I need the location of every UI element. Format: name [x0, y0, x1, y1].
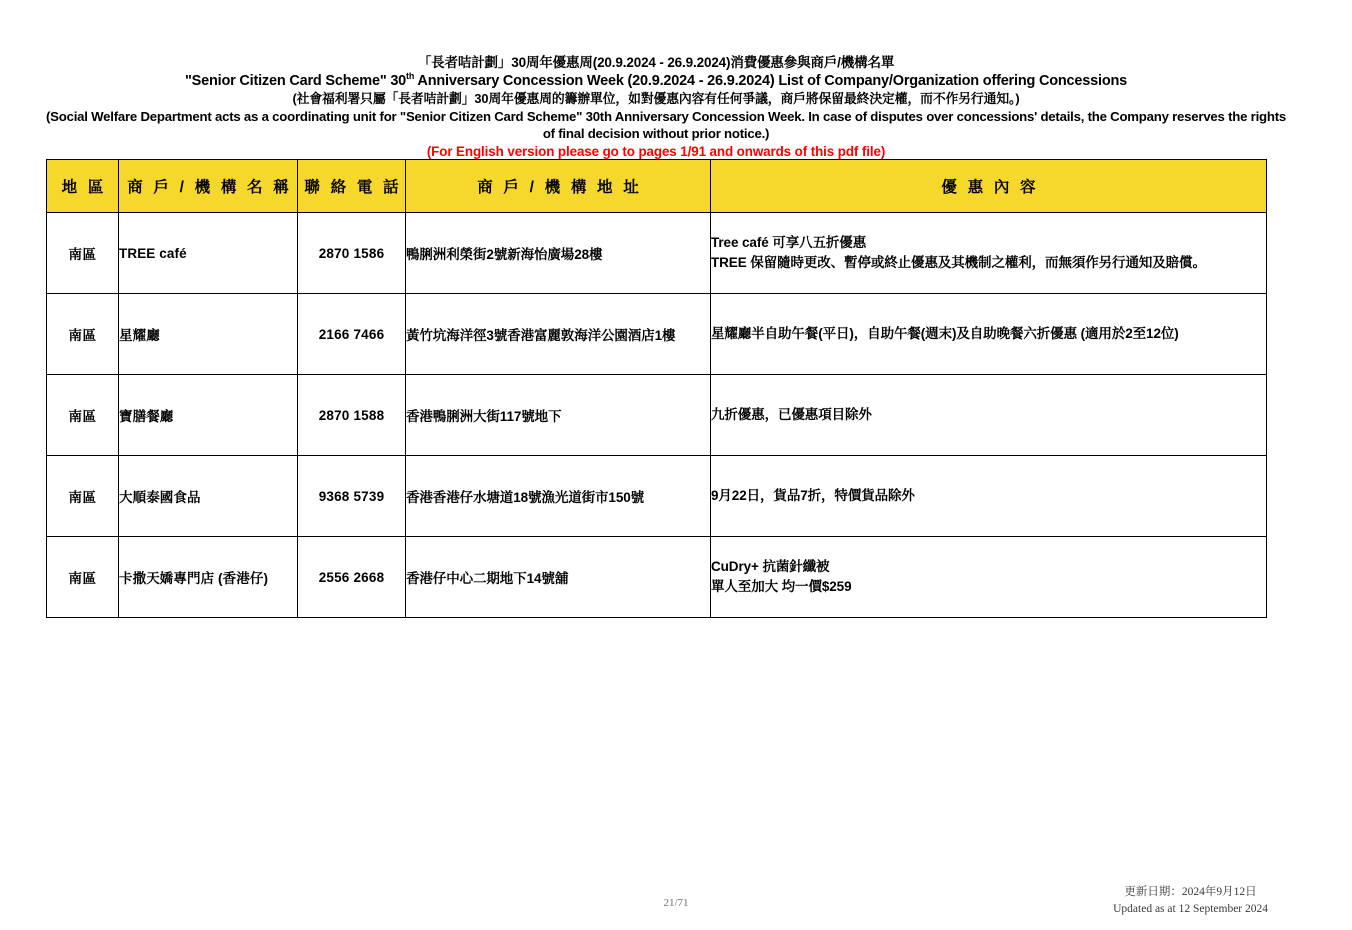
table-row — [47, 375, 1267, 456]
merchant-list-table — [46, 159, 1267, 618]
updated-date-block — [1113, 884, 1268, 919]
cell-district: 南區 — [47, 537, 119, 618]
table-row — [47, 456, 1267, 537]
cell-phone: 2870 1588 — [298, 375, 406, 456]
cell-address: 黃竹坑海洋徑3號香港富麗敦海洋公園酒店1樓 — [406, 294, 711, 375]
offer-line: CuDry+ 抗菌針纖被 — [711, 559, 830, 575]
offer-line: 星耀廳半自助午餐(平日)，自助午餐(週末)及自助晚餐六折優惠 (適用於2至12位) — [711, 326, 1179, 342]
cell-merchant-name: 大順泰國食品 — [119, 456, 298, 537]
cell-offer — [711, 456, 1267, 537]
cell-district: 南區 — [47, 375, 119, 456]
header-english-note-line2: of final decision without prior notice.) — [542, 126, 770, 142]
column-header-name-label: 商 戶 / 機 構 名 稱 — [127, 179, 292, 196]
table-row — [47, 537, 1267, 618]
column-header-phone — [298, 160, 406, 213]
column-header-district — [47, 160, 119, 213]
cell-phone: 2870 1586 — [298, 213, 406, 294]
cell-offer — [711, 375, 1267, 456]
column-header-address-label: 商 戶 / 機 構 地 址 — [477, 179, 642, 196]
cell-address: 香港鴨脷洲大街117號地下 — [406, 375, 711, 456]
offer-line: TREE 保留隨時更改、暫停或終止優惠及其機制之權利，而無須作另行通知及賠償。 — [711, 255, 1206, 270]
cell-phone: 2556 2668 — [298, 537, 406, 618]
cell-district: 南區 — [47, 294, 119, 375]
cell-merchant-name: TREE café — [119, 213, 298, 294]
offer-line: 單人至加大 均一價$259 — [711, 579, 852, 594]
column-header-address — [406, 160, 711, 213]
cell-address: 鴨脷洲利榮街2號新海怡廣場28樓 — [406, 213, 711, 294]
cell-district: 南區 — [47, 456, 119, 537]
cell-address: 香港仔中心二期地下14號舖 — [406, 537, 711, 618]
cell-phone: 9368 5739 — [298, 456, 406, 537]
merchant-list-table-wrapper — [46, 159, 1266, 618]
header-english-title-post: Anniversary Concession Week (20.9.2024 - 26.9.2024) List of Company/Organization offering Concessions — [414, 72, 1128, 89]
cell-phone: 2166 7466 — [298, 294, 406, 375]
cell-merchant-name: 卡撒天嬌專門店 (香港仔) — [119, 537, 298, 618]
header-ordinal-suffix: th — [406, 70, 415, 81]
cell-merchant-name: 星耀廳 — [119, 294, 298, 375]
cell-merchant-name: 寶膳餐廳 — [119, 375, 298, 456]
table-row — [47, 213, 1267, 294]
cell-district: 南區 — [47, 213, 119, 294]
header-chinese-title: 「長者咭計劃」30周年優惠周(20.9.2024 - 26.9.2024)消費優惠參與商戶/機構名單 — [417, 55, 895, 70]
table-header-row — [47, 160, 1267, 213]
column-header-offer-label: 優 惠 內 容 — [941, 179, 1039, 196]
table-row — [47, 294, 1267, 375]
header-english-title-pre: "Senior Citizen Card Scheme" 30 — [184, 72, 407, 89]
cell-address: 香港香港仔水塘道18號漁光道街市150號 — [406, 456, 711, 537]
header-chinese-note: (社會福利署只屬「長者咭計劃」30周年優惠周的籌辦單位，如對優惠內容有任何爭議，商戶將保留最終決定權，而不作另行通知。) — [292, 90, 1020, 106]
table-head — [47, 160, 1267, 213]
cell-offer — [711, 213, 1267, 294]
column-header-offer — [711, 160, 1267, 213]
column-header-name — [119, 160, 298, 213]
offer-line: 9月22日，貨品7折，特價貨品除外 — [711, 488, 915, 504]
header-english-title — [46, 72, 1266, 91]
page-number: 21/71 — [663, 897, 689, 909]
column-header-district-label: 地 區 — [61, 179, 107, 196]
document-header — [46, 54, 1286, 160]
header-english-note-line1: (Social Welfare Department acts as a coordinating unit for "Senior Citizen Card Scheme" 30th Anniversary Concession Week. In case of disputes over concessions' details, the Company reserves the rights — [46, 108, 1286, 124]
offer-line: Tree café 可享八五折優惠 — [711, 235, 867, 251]
updated-date-english: Updated as at 12 September 2024 — [1113, 903, 1268, 916]
header-red-notice: (For English version please go to pages 1/91 and onwards of this pdf file) — [426, 143, 886, 159]
updated-date-chinese: 更新日期：2024年9月12日 — [1124, 886, 1257, 898]
cell-offer — [711, 294, 1267, 375]
cell-offer — [711, 537, 1267, 618]
offer-line: 九折優惠，已優惠項目除外 — [711, 407, 872, 423]
table-body — [47, 213, 1267, 618]
column-header-phone-label: 聯 絡 電 話 — [304, 179, 402, 196]
